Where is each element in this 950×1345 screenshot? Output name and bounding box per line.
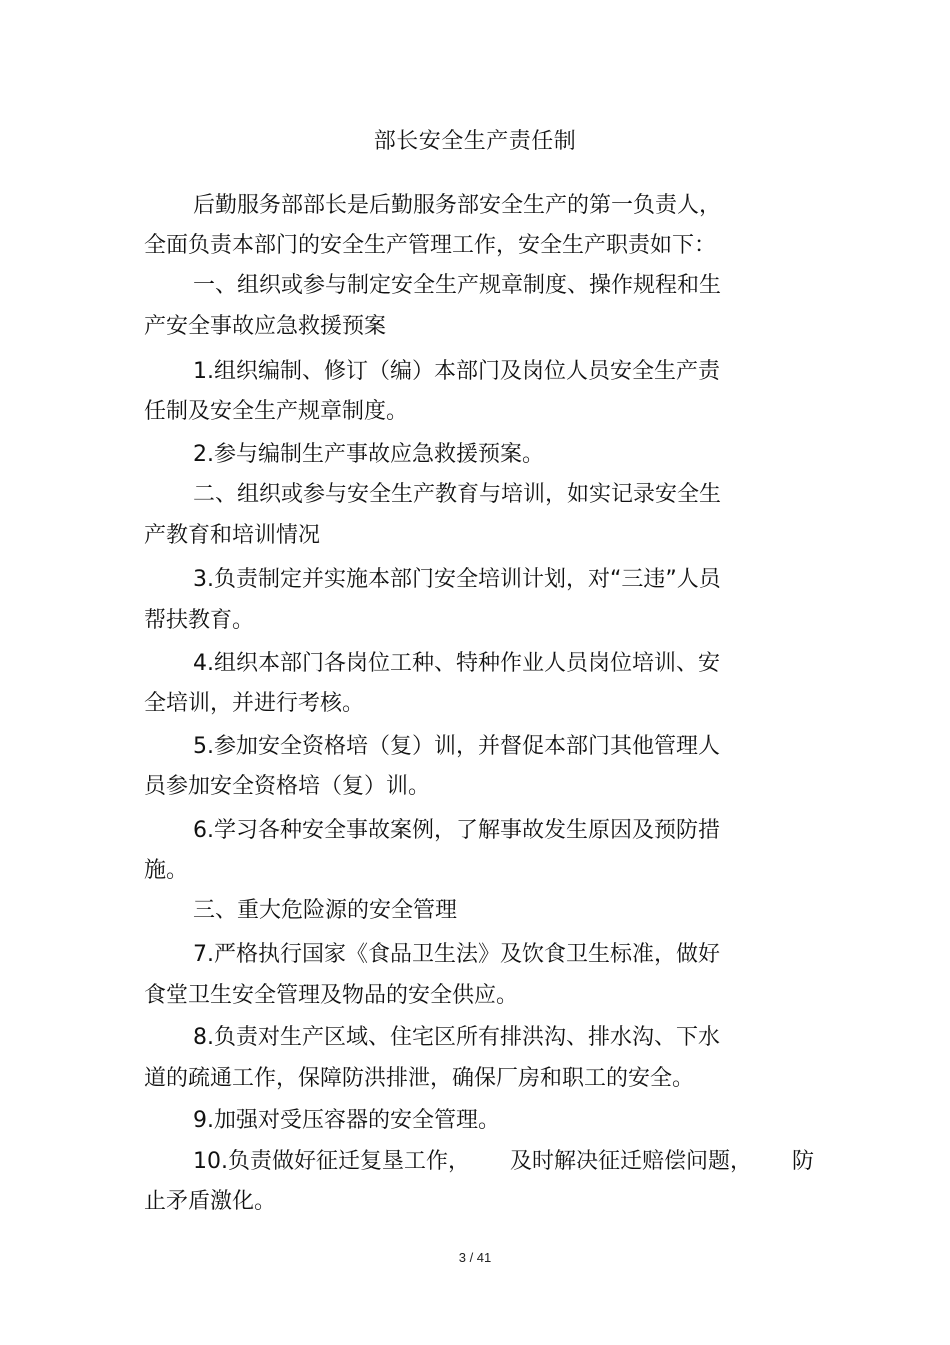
item-6: 6.学习各种安全事故案例，了解事故发生原因及预防措 bbox=[193, 818, 720, 843]
section-heading-1: 一、组织或参与制定安全生产规章制度、操作规程和生 bbox=[193, 273, 722, 298]
page-number: 3 / 41 bbox=[458, 1250, 492, 1265]
section-heading-1-cont: 产安全事故应急救援预案 bbox=[144, 314, 387, 339]
item-5: 5.参加安全资格培（复）训，并督促本部门其他管理人 bbox=[193, 734, 720, 759]
item-10-part1: 10.负责做好征迁复垦工作， bbox=[193, 1149, 470, 1174]
section-heading-2: 二、组织或参与安全生产教育与培训，如实记录安全生 bbox=[193, 482, 722, 507]
item-4: 4.组织本部门各岗位工种、特种作业人员岗位培训、安 bbox=[193, 651, 720, 676]
item-5-cont: 员参加安全资格培（复）训。 bbox=[144, 774, 431, 799]
item-10-cont: 止矛盾激化。 bbox=[144, 1189, 277, 1214]
item-7: 7.严格执行国家《食品卫生法》及饮食卫生标准，做好 bbox=[193, 942, 720, 967]
item-1: 1.组织编制、修订（编）本部门及岗位人员安全生产责 bbox=[193, 359, 720, 384]
paragraph-line: 后勤服务部部长是后勤服务部安全生产的第一负责人， bbox=[193, 193, 722, 218]
item-2: 2.参与编制生产事故应急救援预案。 bbox=[193, 442, 544, 467]
page-title: 部长安全生产责任制 bbox=[373, 129, 577, 154]
item-8-cont: 道的疏通工作，保障防洪排泄，确保厂房和职工的安全。 bbox=[144, 1066, 695, 1091]
item-4-cont: 全培训，并进行考核。 bbox=[144, 691, 365, 716]
item-9: 9.加强对受压容器的安全管理。 bbox=[193, 1108, 500, 1133]
item-7-cont: 食堂卫生安全管理及物品的安全供应。 bbox=[144, 983, 519, 1008]
item-3: 3.负责制定并实施本部门安全培训计划，对“三违”人员 bbox=[193, 567, 721, 592]
paragraph-line: 全面负责本部门的安全生产管理工作，安全生产职责如下： bbox=[144, 233, 717, 258]
section-heading-2-cont: 产教育和培训情况 bbox=[144, 523, 321, 548]
item-1-cont: 任制及安全生产规章制度。 bbox=[144, 399, 409, 424]
item-10-part2: 及时解决征迁赔偿问题， bbox=[510, 1149, 753, 1174]
item-8: 8.负责对生产区域、住宅区所有排洪沟、排水沟、下水 bbox=[193, 1025, 720, 1050]
item-6-cont: 施。 bbox=[144, 858, 189, 883]
item-3-cont: 帮扶教育。 bbox=[144, 608, 255, 633]
item-10 bbox=[193, 1147, 814, 1177]
section-heading-3: 三、重大危险源的安全管理 bbox=[193, 898, 458, 923]
item-10-part3: 防 bbox=[792, 1149, 815, 1174]
